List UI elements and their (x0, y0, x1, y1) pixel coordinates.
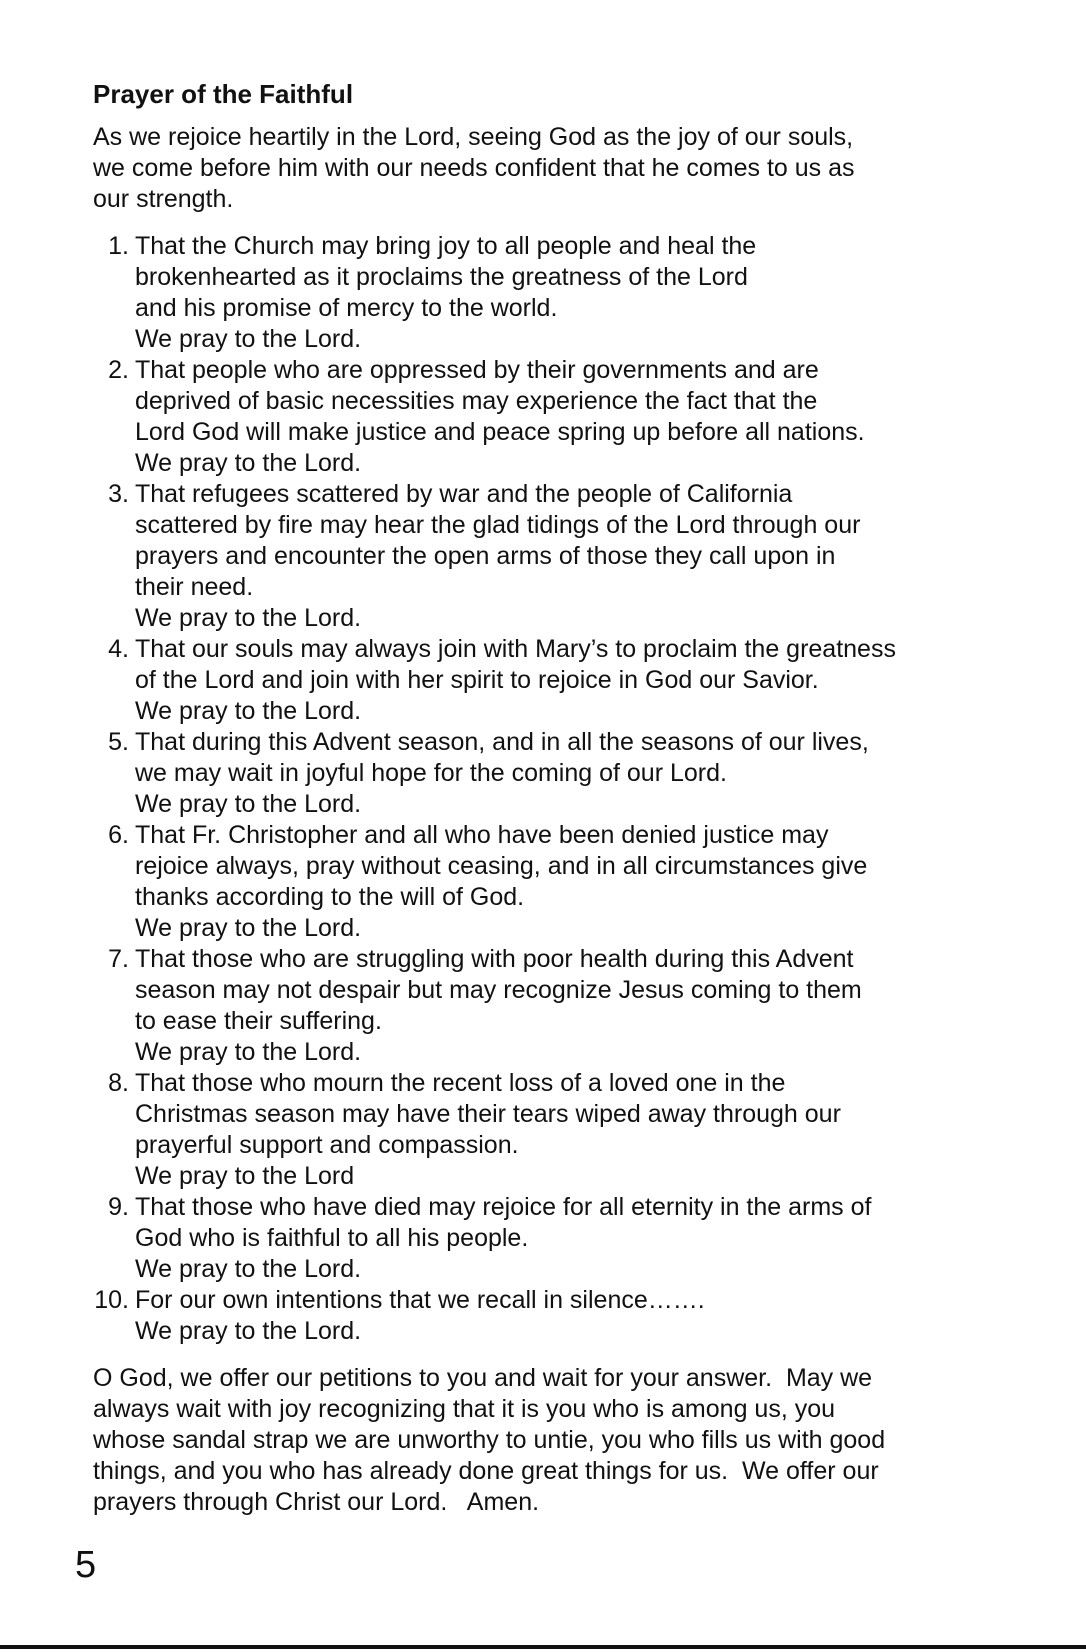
petition-text-line: season may not despair but may recognize Jesus coming to them (135, 976, 862, 1004)
petition-text-line: That those who mourn the recent loss of a loved one in the (135, 1069, 786, 1097)
petition-response: We pray to the Lord. (135, 790, 362, 818)
closing-line: O God, we offer our petitions to you and wait for your answer. May we (93, 1364, 873, 1392)
petition-item (93, 1192, 1023, 1285)
petition-number: 10. (94, 1286, 129, 1314)
petition-response: We pray to the Lord. (135, 1255, 362, 1283)
petition-item (93, 944, 1023, 1068)
petition-response: We pray to the Lord. (135, 325, 362, 353)
petition-text-line: rejoice always, pray without ceasing, and in all circumstances give (135, 852, 868, 880)
petition-item (93, 479, 1023, 634)
intro-line: As we rejoice heartily in the Lord, seeing God as the joy of our souls, (93, 123, 854, 151)
petition-list (93, 231, 1023, 1347)
intro-line: we come before him with our needs confident that he comes to us as (93, 154, 855, 182)
petition-text-line: That during this Advent season, and in all the seasons of our lives, (135, 728, 869, 756)
petition-response: We pray to the Lord. (135, 449, 362, 477)
petition-text-line: brokenhearted as it proclaims the greatness of the Lord (135, 263, 748, 291)
petition-number: 8. (108, 1069, 129, 1097)
petition-text-line: That the Church may bring joy to all people and heal the (135, 232, 757, 260)
petition-text-line: of the Lord and join with her spirit to rejoice in God our Savior. (135, 666, 819, 694)
petition-text-line: their need. (135, 573, 254, 601)
intro-line: our strength. (93, 185, 234, 213)
petition-item (93, 231, 1023, 355)
closing-prayer (93, 1363, 1023, 1518)
intro-paragraph (93, 122, 1023, 215)
petition-text-line: prayerful support and compassion. (135, 1131, 519, 1159)
petition-text-line: That Fr. Christopher and all who have been denied justice may (135, 821, 829, 849)
petition-text-line: scattered by fire may hear the glad tidings of the Lord through our (135, 511, 861, 539)
closing-line: always wait with joy recognizing that it is you who is among us, you (93, 1395, 836, 1423)
petition-item (93, 634, 1023, 727)
petition-response: We pray to the Lord. (135, 914, 362, 942)
petition-response: We pray to the Lord (135, 1162, 355, 1190)
petition-number: 4. (108, 635, 129, 663)
petition-text-line: thanks according to the will of God. (135, 883, 525, 911)
petition-text-line: and his promise of mercy to the world. (135, 294, 558, 322)
petition-text-line: prayers and encounter the open arms of those they call upon in (135, 542, 836, 570)
closing-line: things, and you who has already done great things for us. We offer our (93, 1457, 879, 1485)
petition-text-line: That those who have died may rejoice for all eternity in the arms of (135, 1193, 872, 1221)
petition-number: 7. (108, 945, 129, 973)
petition-text-line: That those who are struggling with poor health during this Advent (135, 945, 854, 973)
closing-line: prayers through Christ our Lord. Amen. (93, 1488, 540, 1516)
petition-text-line: deprived of basic necessities may experience the fact that the (135, 387, 818, 415)
petition-item (93, 1285, 1023, 1347)
petition-item (93, 727, 1023, 820)
petition-text-line: That our souls may always join with Mary’s to proclaim the greatness (135, 635, 896, 663)
petition-text-line: we may wait in joyful hope for the coming of our Lord. (135, 759, 727, 787)
petition-response: We pray to the Lord. (135, 1038, 362, 1066)
petition-response: We pray to the Lord. (135, 697, 362, 725)
petition-text-line: Christmas season may have their tears wiped away through our (135, 1100, 841, 1128)
page-title: Prayer of the Faithful (93, 79, 354, 109)
petition-item (93, 355, 1023, 479)
petition-text-line: God who is faithful to all his people. (135, 1224, 529, 1252)
closing-line: whose sandal strap we are unworthy to untie, you who fills us with good (93, 1426, 886, 1454)
petition-response: We pray to the Lord. (135, 1317, 362, 1345)
petition-text-line: Lord God will make justice and peace spring up before all nations. (135, 418, 865, 446)
petition-response: We pray to the Lord. (135, 604, 362, 632)
page-number: 5 (75, 1544, 97, 1586)
petition-number: 6. (108, 821, 129, 849)
petition-number: 1. (108, 232, 129, 260)
petition-number: 3. (108, 480, 129, 508)
bottom-divider (0, 1645, 1086, 1649)
petition-number: 9. (108, 1193, 129, 1221)
petition-text-line: That refugees scattered by war and the people of California (135, 480, 793, 508)
petition-number: 5. (108, 728, 129, 756)
petition-item (93, 1068, 1023, 1192)
petition-text-line: That people who are oppressed by their governments and are (135, 356, 819, 384)
petition-item (93, 820, 1023, 944)
petition-text-line: For our own intentions that we recall in silence……. (135, 1286, 705, 1314)
petition-text-line: to ease their suffering. (135, 1007, 382, 1035)
document-page (93, 78, 1023, 1518)
petition-number: 2. (108, 356, 129, 384)
